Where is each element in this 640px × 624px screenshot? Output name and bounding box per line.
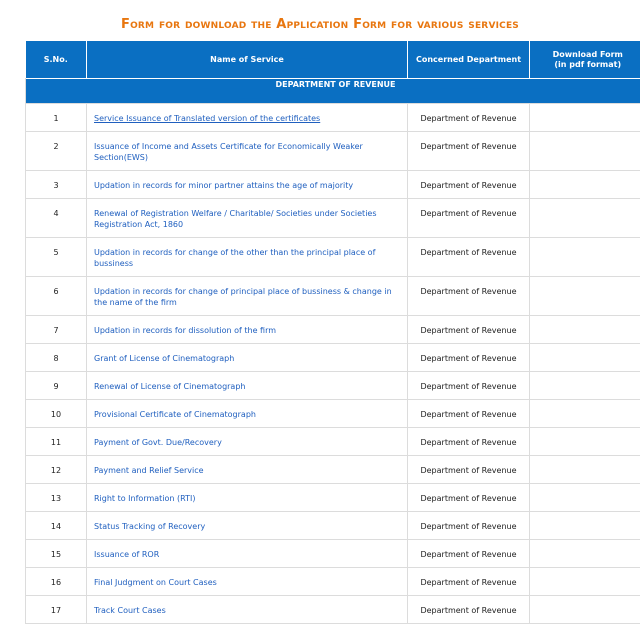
row-sno: 1 bbox=[26, 104, 87, 132]
table-row bbox=[26, 171, 640, 199]
row-service-cell bbox=[87, 512, 408, 540]
service-link[interactable]: Renewal of License of Cinematograph bbox=[94, 382, 245, 391]
row-sno: 5 bbox=[26, 238, 87, 277]
row-sno: 4 bbox=[26, 199, 87, 238]
row-department: Department of Revenue bbox=[408, 512, 530, 540]
table-row bbox=[26, 512, 640, 540]
service-link[interactable]: Updation in records for minor partner attains the age of majority bbox=[94, 181, 353, 190]
row-department: Department of Revenue bbox=[408, 238, 530, 277]
row-download-cell[interactable] bbox=[530, 132, 640, 171]
service-link[interactable]: Provisional Certificate of Cinematograph bbox=[94, 410, 256, 419]
row-service-cell bbox=[87, 540, 408, 568]
row-service-cell bbox=[87, 199, 408, 238]
service-link[interactable]: Payment and Relief Service bbox=[94, 466, 204, 475]
row-sno: 17 bbox=[26, 596, 87, 624]
row-department: Department of Revenue bbox=[408, 568, 530, 596]
header-sno: S.No. bbox=[26, 41, 87, 79]
row-service-cell bbox=[87, 372, 408, 400]
row-sno: 6 bbox=[26, 277, 87, 316]
service-link[interactable]: Updation in records for dissolution of the firm bbox=[94, 326, 276, 335]
page-title: Form for download the Application Form for various services bbox=[0, 17, 640, 32]
row-sno: 10 bbox=[26, 400, 87, 428]
table-row bbox=[26, 238, 640, 277]
row-sno: 11 bbox=[26, 428, 87, 456]
table-row bbox=[26, 277, 640, 316]
row-download-cell[interactable] bbox=[530, 512, 640, 540]
row-download-cell[interactable] bbox=[530, 456, 640, 484]
row-sno: 9 bbox=[26, 372, 87, 400]
row-service-cell bbox=[87, 344, 408, 372]
header-download-line2: (in pdf format) bbox=[554, 60, 621, 69]
service-link[interactable]: Service Issuance of Translated version of the certificates bbox=[94, 114, 320, 123]
table-row bbox=[26, 484, 640, 512]
row-department: Department of Revenue bbox=[408, 400, 530, 428]
row-download-cell[interactable] bbox=[530, 238, 640, 277]
service-link[interactable]: Final Judgment on Court Cases bbox=[94, 578, 217, 587]
row-service-cell bbox=[87, 568, 408, 596]
row-download-cell[interactable] bbox=[530, 596, 640, 624]
table-row bbox=[26, 596, 640, 624]
row-service-cell bbox=[87, 277, 408, 316]
row-department: Department of Revenue bbox=[408, 344, 530, 372]
row-department: Department of Revenue bbox=[408, 540, 530, 568]
table-row bbox=[26, 344, 640, 372]
row-department: Department of Revenue bbox=[408, 171, 530, 199]
service-link[interactable]: Renewal of Registration Welfare / Charitable/ Societies under Societies Registration Act, 1860 bbox=[94, 209, 377, 229]
header-service: Name of Service bbox=[87, 41, 408, 79]
row-service-cell bbox=[87, 104, 408, 132]
row-service-cell bbox=[87, 456, 408, 484]
row-department: Department of Revenue bbox=[408, 484, 530, 512]
service-link[interactable]: Right to Information (RTI) bbox=[94, 494, 196, 503]
service-link[interactable]: Track Court Cases bbox=[94, 606, 166, 615]
table-row bbox=[26, 540, 640, 568]
row-download-cell[interactable] bbox=[530, 104, 640, 132]
section-row-revenue bbox=[26, 79, 640, 104]
row-sno: 12 bbox=[26, 456, 87, 484]
table-row bbox=[26, 400, 640, 428]
row-sno: 3 bbox=[26, 171, 87, 199]
service-link[interactable]: Issuance of ROR bbox=[94, 550, 159, 559]
row-sno: 7 bbox=[26, 316, 87, 344]
row-sno: 8 bbox=[26, 344, 87, 372]
row-department: Department of Revenue bbox=[408, 316, 530, 344]
table-row bbox=[26, 199, 640, 238]
table-row bbox=[26, 104, 640, 132]
table-row bbox=[26, 456, 640, 484]
row-sno: 13 bbox=[26, 484, 87, 512]
row-download-cell[interactable] bbox=[530, 277, 640, 316]
header-download-line1: Download Form bbox=[553, 50, 623, 59]
service-link[interactable]: Status Tracking of Recovery bbox=[94, 522, 205, 531]
table-header-row bbox=[26, 41, 640, 79]
table-row bbox=[26, 568, 640, 596]
row-download-cell[interactable] bbox=[530, 428, 640, 456]
table-row bbox=[26, 316, 640, 344]
row-service-cell bbox=[87, 132, 408, 171]
row-sno: 2 bbox=[26, 132, 87, 171]
row-download-cell[interactable] bbox=[530, 316, 640, 344]
row-sno: 16 bbox=[26, 568, 87, 596]
row-department: Department of Revenue bbox=[408, 372, 530, 400]
header-department: Concerned Department bbox=[408, 41, 530, 79]
service-link[interactable]: Updation in records for change of the other than the principal place of bussiness bbox=[94, 248, 375, 268]
row-department: Department of Revenue bbox=[408, 428, 530, 456]
service-link[interactable]: Updation in records for change of principal place of bussiness & change in the name of the firm bbox=[94, 287, 392, 307]
row-service-cell bbox=[87, 400, 408, 428]
row-service-cell bbox=[87, 484, 408, 512]
row-download-cell[interactable] bbox=[530, 171, 640, 199]
row-department: Department of Revenue bbox=[408, 277, 530, 316]
row-download-cell[interactable] bbox=[530, 484, 640, 512]
table-row bbox=[26, 132, 640, 171]
service-link[interactable]: Payment of Govt. Due/Recovery bbox=[94, 438, 222, 447]
row-download-cell[interactable] bbox=[530, 199, 640, 238]
row-download-cell[interactable] bbox=[530, 400, 640, 428]
row-sno: 14 bbox=[26, 512, 87, 540]
table-row bbox=[26, 372, 640, 400]
row-department: Department of Revenue bbox=[408, 456, 530, 484]
services-table bbox=[25, 41, 640, 624]
row-service-cell bbox=[87, 316, 408, 344]
row-download-cell[interactable] bbox=[530, 372, 640, 400]
row-download-cell[interactable] bbox=[530, 568, 640, 596]
row-department: Department of Revenue bbox=[408, 104, 530, 132]
service-link[interactable]: Issuance of Income and Assets Certificate for Economically Weaker Section(EWS) bbox=[94, 142, 363, 162]
row-download-cell[interactable] bbox=[530, 540, 640, 568]
services-table-wrapper bbox=[25, 41, 640, 624]
row-service-cell bbox=[87, 171, 408, 199]
header-download bbox=[530, 41, 640, 79]
row-department: Department of Revenue bbox=[408, 199, 530, 238]
row-department: Department of Revenue bbox=[408, 132, 530, 171]
row-download-cell[interactable] bbox=[530, 344, 640, 372]
table-row bbox=[26, 428, 640, 456]
row-department: Department of Revenue bbox=[408, 596, 530, 624]
service-link[interactable]: Grant of License of Cinematograph bbox=[94, 354, 234, 363]
row-sno: 15 bbox=[26, 540, 87, 568]
row-service-cell bbox=[87, 596, 408, 624]
section-title: DEPARTMENT OF REVENUE bbox=[26, 79, 640, 104]
row-service-cell bbox=[87, 238, 408, 277]
row-service-cell bbox=[87, 428, 408, 456]
